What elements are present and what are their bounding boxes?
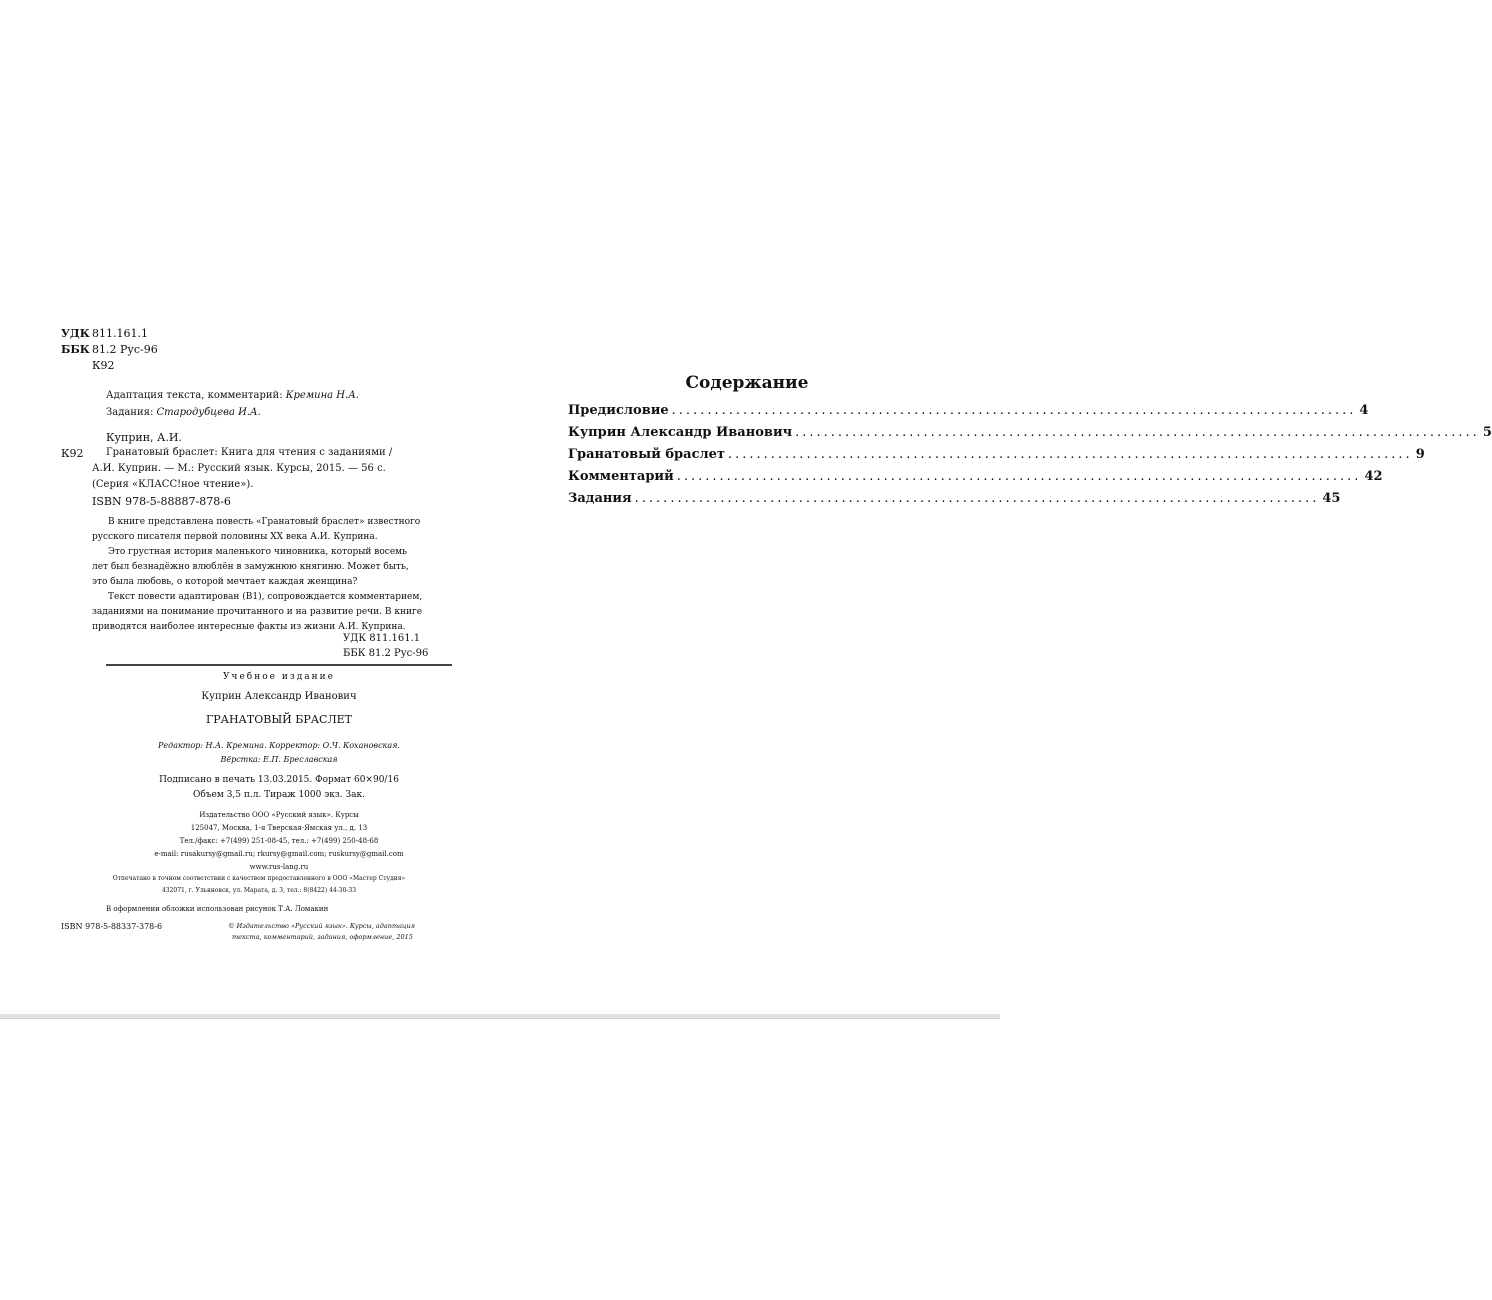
abstract-line: приводятся наиболее интересные факты из жизни А.И. Куприна. (92, 622, 406, 632)
publisher-line: Издательство ООО «Русский язык». Курсы (199, 811, 359, 819)
adaptation-credit (106, 391, 359, 401)
print-line-2: 432071, г. Ульяновск, ул. Марата, д. 3, тел.: 8(8422) 44-30-33 (161, 887, 357, 894)
copyright-line-2: текста, комментарий, задания, оформление, 2015 (232, 933, 413, 941)
bib-line-2: А.И. Куприн. — М.: Русский язык. Курсы, 2015. — 56 с. (92, 463, 386, 474)
toc-item-label: Предисловие (568, 403, 669, 418)
toc-item-label: Гранатовый браслет (568, 447, 725, 462)
toc-item-label: Задания (568, 491, 632, 506)
bib-line-1: Гранатовый браслет: Книга для чтения с заданиями / (106, 447, 393, 458)
toc-dot-leader: ................................................................................................ (727, 447, 1413, 462)
bbk-repeat: ББК 81.2 Рус-96 (343, 648, 429, 659)
contents-title: Содержание (685, 373, 809, 393)
toc-item-page: 9 (1415, 447, 1425, 462)
adaptation-label: Адаптация текста, комментарий: (106, 390, 283, 401)
udk-repeat: УДК 811.161.1 (343, 633, 421, 644)
colophon-author: Куприн Александр Иванович (201, 691, 357, 702)
isbn-bottom: ISBN 978-5-88337-378-6 (61, 922, 163, 931)
bbk-label: ББК (61, 343, 90, 356)
bbk-value: 81.2 Рус-96 (92, 343, 158, 356)
print-line-1: Отпечатано в точном соответствии с качеством предоставленного в ООО «Мастер Студия» (112, 875, 406, 882)
web-line: www.rus-lang.ru (249, 863, 309, 871)
divider-rule (106, 664, 452, 666)
toc-dot-leader: ................................................................................................ (795, 425, 1480, 440)
abstract-line: В книге представлена повесть «Гранатовый браслет» известного (108, 517, 421, 527)
toc-item-page: 42 (1364, 469, 1383, 484)
toc-item[interactable] (568, 469, 1383, 485)
tasks-credit (106, 408, 261, 418)
signed-line: Подписано в печать 13.03.2015. Формат 60×90/16 (159, 775, 399, 785)
address-line: 125047, Москва, 1-я Тверская-Ямская ул., д. 13 (190, 824, 368, 832)
email-line: e-mail: rusakursy@gmail.ru; rkursy@gmail.com; ruskursy@gmail.com (154, 850, 404, 858)
toc-item-page: 4 (1359, 403, 1369, 418)
side-mark: К92 (61, 447, 84, 460)
edition-type: Учебное издание (223, 672, 335, 682)
udk-label: УДК (61, 327, 90, 340)
abstract-line: это была любовь, о которой мечтает каждая женщина? (92, 577, 358, 587)
abstract-line: Текст повести адаптирован (В1), сопровождается комментарием, (108, 592, 423, 602)
toc-item-page: 45 (1322, 491, 1341, 506)
spread-bottom-edge (0, 1014, 1000, 1019)
abstract-line: лет был безнадёжно влюблён в замужнюю княгиню. Может быть, (92, 562, 409, 572)
toc-dot-leader: ................................................................................................ (634, 491, 1320, 506)
tasks-name: Стародубцева И.А. (156, 407, 261, 418)
bib-line-3: (Серия «КЛАСС!ное чтение»). (92, 479, 254, 490)
cover-line: В оформлении обложки использован рисунок Т.А. Ломакин (106, 905, 329, 913)
toc-item-label: Куприн Александр Иванович (568, 425, 793, 440)
udk-value: 811.161.1 (92, 327, 148, 340)
toc-item-label: Комментарий (568, 469, 674, 484)
isbn: ISBN 978-5-88887-878-6 (92, 495, 231, 508)
author-heading: Куприн, А.И. (106, 431, 182, 444)
abstract-line: русского писателя первой половины XX века А.И. Куприна. (92, 532, 378, 542)
toc-item[interactable] (568, 403, 1369, 419)
author-mark: К92 (92, 359, 115, 372)
adaptation-name: Кремина Н.А. (285, 390, 359, 401)
toc-item-page: 5 (1482, 425, 1492, 440)
toc-item[interactable] (568, 491, 1341, 507)
tasks-label: Задания: (106, 407, 154, 418)
toc-item[interactable] (568, 447, 1425, 463)
copyright-line-1: © Издательство «Русский язык». Курсы, адаптация (228, 922, 416, 930)
editor-line: Редактор: Н.А. Кремина. Корректор: О.Ч. Кохановская. (158, 741, 400, 750)
abstract-line: заданиями на понимание прочитанного и на развитие речи. В книге (92, 607, 423, 617)
toc-dot-leader: ................................................................................................ (676, 469, 1362, 484)
toc-dot-leader: ................................................................................................ (671, 403, 1357, 418)
colophon-title: ГРАНАТОВЫЙ БРАСЛЕТ (205, 713, 353, 726)
layout-line: Вёрстка: Е.П. Бреславская (220, 755, 338, 764)
volume-line: Объем 3,5 п.л. Тираж 1000 экз. Зак. (193, 790, 365, 800)
abstract-line: Это грустная история маленького чиновника, который восемь (108, 547, 408, 557)
toc-item[interactable] (568, 425, 1492, 441)
phone-line: Тел./факс: +7(499) 251-08-45, тел.: +7(499) 250-48-68 (179, 837, 379, 845)
